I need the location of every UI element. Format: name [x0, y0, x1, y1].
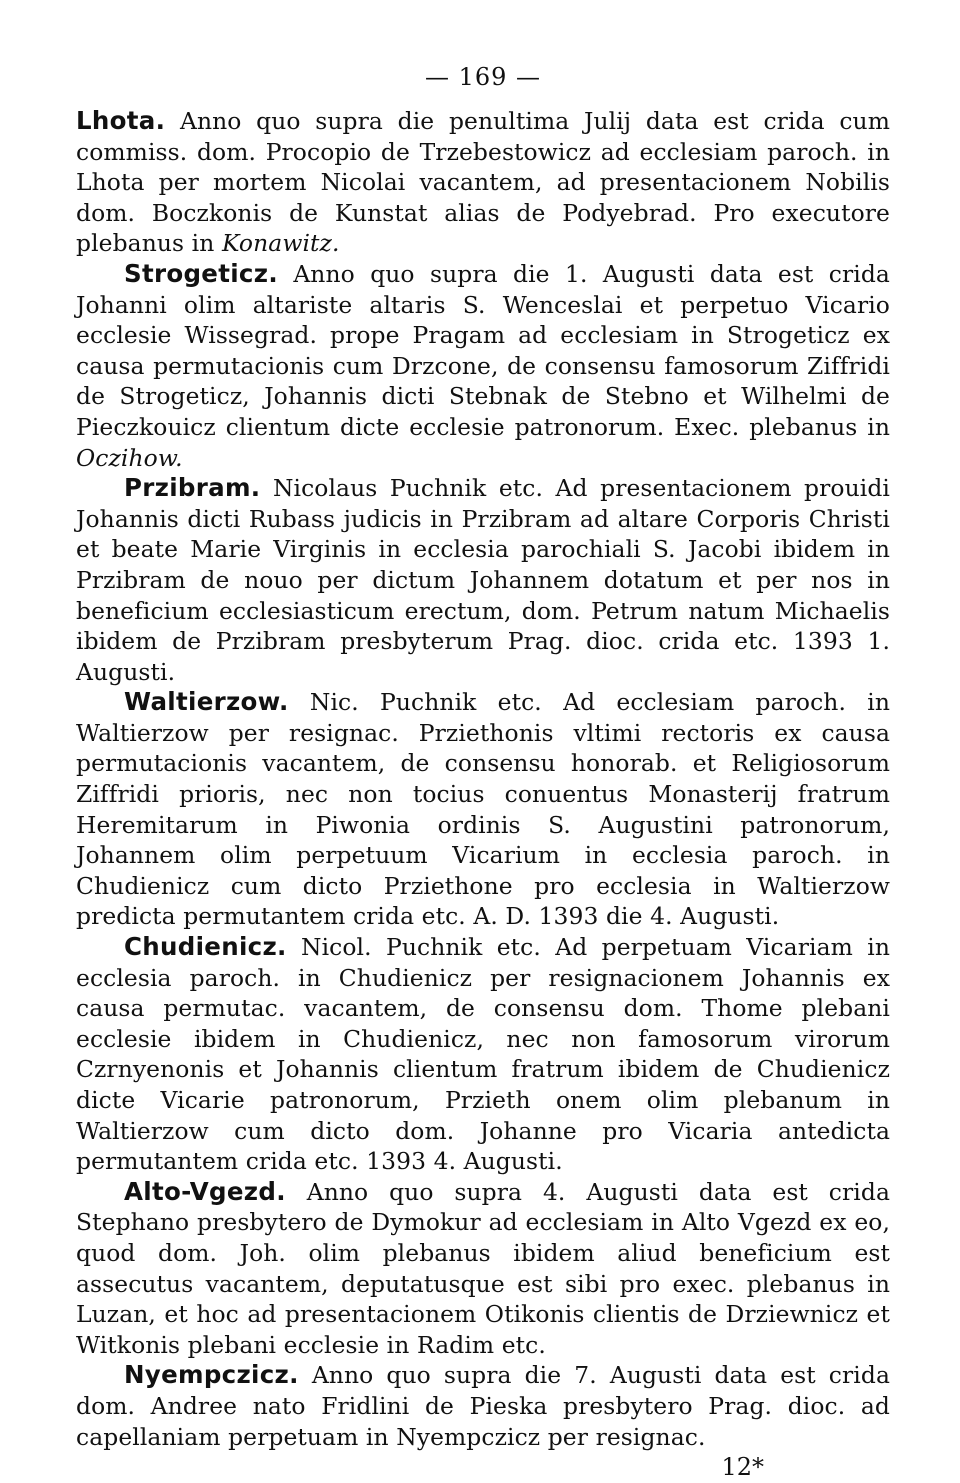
- entry-przibram: [76, 473, 890, 687]
- entry-heading: Lhota.: [76, 106, 166, 135]
- entry-text: Nicolaus Puchnik etc. Ad presentacionem prouidi Johannis dicti Rubass judicis in Przibram ad altare Corporis Christi et beate Marie Virginis in ecclesia parochiali S. Jacobi ibidem in Przibram de nouo per dictum Johannem dotatum et per nos in beneficium ecclesiasticum erectum, dom. Petrum natum Michaelis ibidem de Przibram presbyterum Prag. dioc. crida etc. 1393 1. Augusti.: [76, 474, 890, 686]
- document-page: [76, 62, 890, 1482]
- entry-place-italic: Konawitz.: [221, 229, 340, 258]
- entry-heading: Waltierzow.: [124, 687, 289, 717]
- entry-heading: Nyempczicz.: [124, 1360, 299, 1390]
- entry-alto-vgezd: [76, 1177, 890, 1361]
- entry-chudienicz: [76, 932, 890, 1177]
- entry-lhota: [76, 106, 890, 259]
- entry-text: Anno quo supra die penultima Julij data est crida cum commiss. dom. Procopio de Trzebestowicz ad ecclesiam paroch. in Lhota per mortem Nicolai vacantem, ad presentacionem Nobilis dom. Boczkonis de Kunstat alias de Podyebrad. Pro executore plebanus in: [76, 107, 890, 258]
- entry-text: Anno quo supra die 1. Augusti data est crida Johanni olim altariste altaris S. Wenceslai et perpetuo Vicario ecclesie Wissegrad. prope Pragam ad ecclesiam in Strogeticz ex causa permutacionis cum Drzcone, de consensu famosorum Ziffridi de Strogeticz, Johannis dicti Stebnak de Stebno et Wilhelmi de Pieczkouicz clientum dicte ecclesie patronorum. Exec. plebanus in: [76, 259, 890, 441]
- entry-text: Anno quo supra die 7. Augusti data est crida dom. Andree nato Fridlini de Pieska presbytero Prag. dioc. ad capellaniam perpetuam in Nyempczicz per resignac.: [76, 1361, 890, 1451]
- entry-heading: Alto-Vgezd.: [124, 1176, 286, 1206]
- entry-text: Anno quo supra 4. Augusti data est crida Stephano presbytero de Dymokur ad ecclesiam in Alto Vgezd ex eo, quod dom. Joh. olim plebanus ibidem aliud beneficium est assecutus vacantem, deputatusque est sibi pro exec. plebanus in Luzan, et hoc ad presentacionem Otikonis clientis de Drziewnicz et Witkonis plebani ecclesie in Radim etc.: [76, 1177, 890, 1359]
- document-body: [76, 106, 890, 1452]
- entry-text: Nicol. Puchnik etc. Ad perpetuam Vicariam in ecclesia paroch. in Chudienicz per resignacionem Johannis ex causa permutac. vacantem, de consensu dom. Thome plebani ecclesie ibidem in Chudienicz, nec non famosorum virorum Czrnyenonis et Johannis clientum fratrum ibidem de Chudienicz dicte Vicarie patronorum, Przieth onem olim plebanum in Waltierzow cum dicto dom. Johanne pro Vicaria antedicta permutantem crida etc. 1393 4. Augusti.: [76, 933, 890, 1176]
- entry-strogeticz: [76, 259, 890, 473]
- entry-place-italic: Oczihow.: [76, 443, 183, 472]
- entry-text: Nic. Puchnik etc. Ad ecclesiam paroch. in Waltierzow per resignac. Prziethonis vltimi rectoris ex causa permutacionis vacantem, de consensu honorab. et Religiosorum Ziffridi prioris, nec non tocius conuentus Monasterij fratrum Heremitarum in Piwonia ordinis S. Augustini patronorum, Johannem olim perpetuum Vicarium in ecclesia paroch. in Chudienicz cum dicto Prziethone pro ecclesia in Waltierzow predicta permutantem crida etc. A. D. 1393 die 4. Augusti.: [76, 688, 890, 931]
- entry-waltierzow: [76, 687, 890, 932]
- entry-heading: Strogeticz.: [124, 258, 278, 288]
- entry-nyempczicz: [76, 1360, 890, 1452]
- entry-heading: Chudienicz.: [124, 932, 287, 962]
- signature-mark: 12*: [721, 1453, 764, 1482]
- page-number: — 169 —: [424, 63, 542, 91]
- entry-heading: Przibram.: [124, 473, 261, 503]
